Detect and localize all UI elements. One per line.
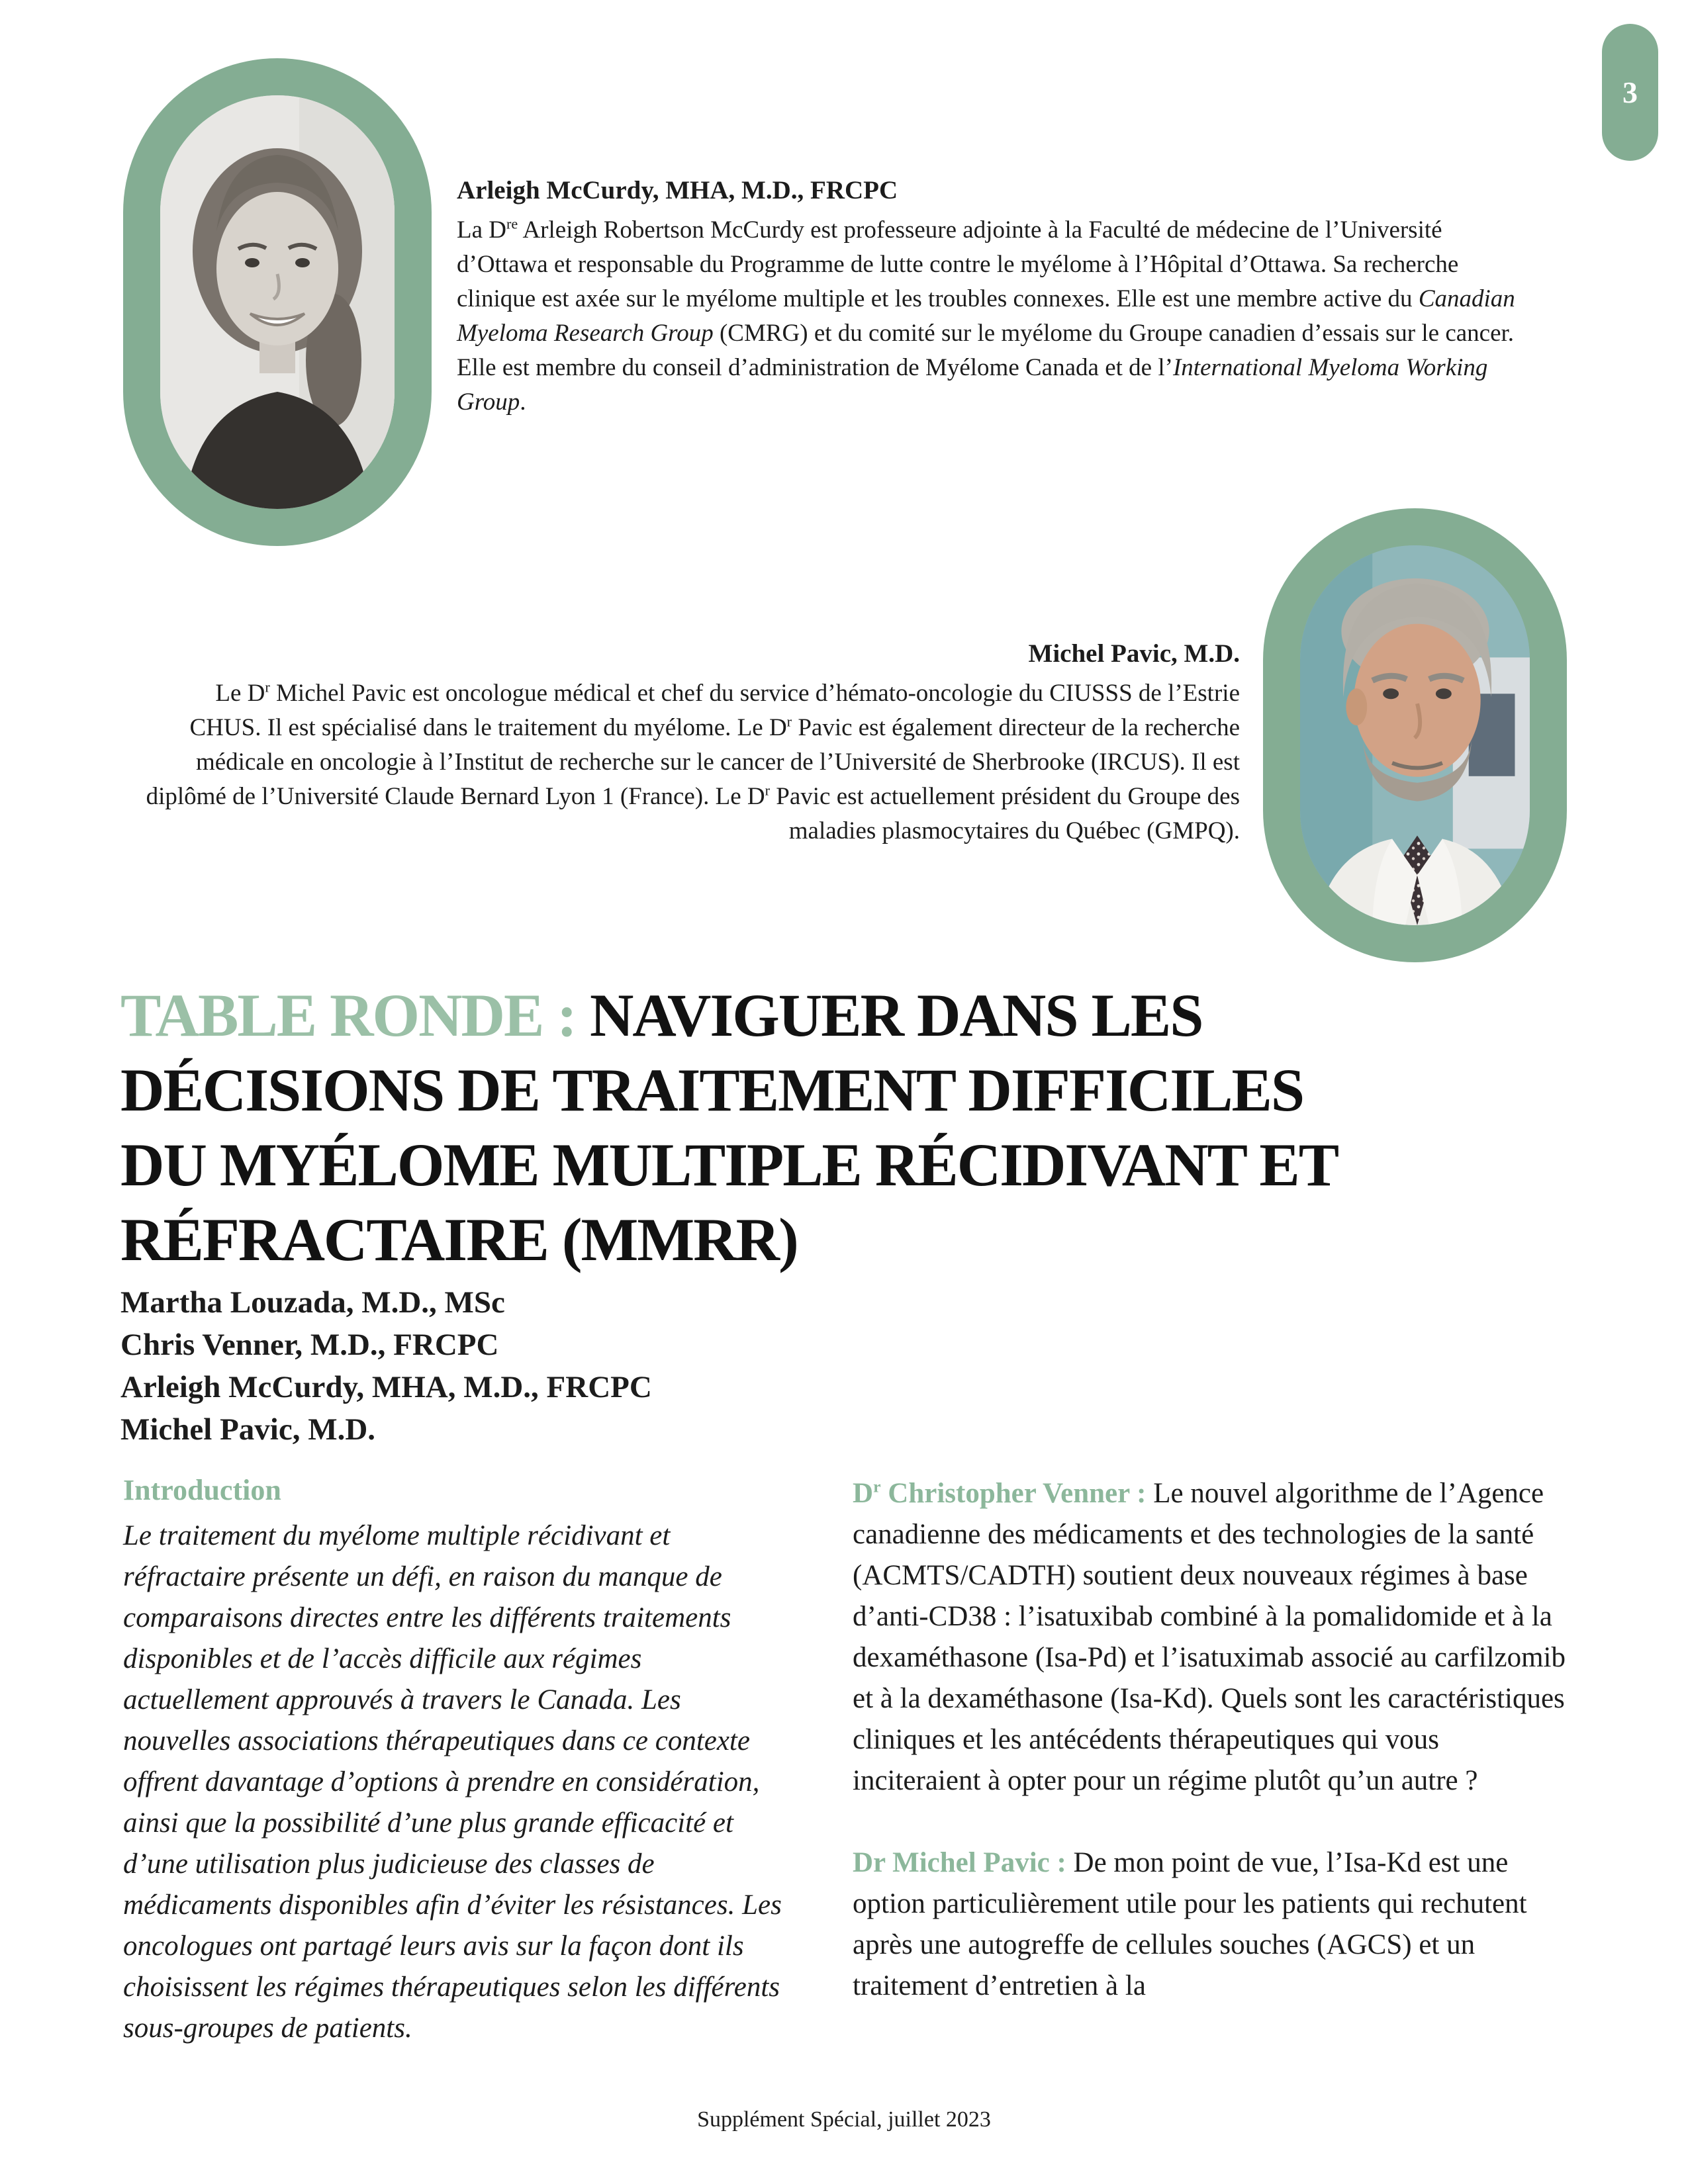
pavic-speaker-label: Dr Michel Pavic :	[853, 1847, 1074, 1878]
venner-speaker-prefix: D	[853, 1478, 874, 1509]
pavic-portrait-frame	[1263, 508, 1567, 962]
introduction-paragraph: Le traitement du myélome multiple récidivant et réfractaire présente un défi, en raison du manque de comparaisons directes entre les différents traitements disponibles et de l’accès difficile aux régimes actuellement approuvés à travers le Canada. Les nouvelles associations thérapeutiques dans ce contexte offrent davantage d’options à prendre en considération, ainsi que la possibilité d’une plus grande efficacité et d’une utilisation plus judicieuse des classes de médicaments disponibles afin d’éviter les résistances. Les oncologues ont partagé leurs avis sur la façon dont ils choisissent les régimes thérapeutiques selon les différents sous-groupes de patients.	[123, 1520, 782, 2044]
pavic-bio-superscript1: r	[265, 678, 270, 696]
article-title-line4: RÉFRACTAIRE (MMRR)	[120, 1206, 798, 1273]
arleigh-bio-part2: Arleigh Robertson McCurdy est professeure adjointe à la Faculté de médecine de l’Université d’Ottawa et responsable du Programme de lutte contre le myélome à l’Hôpital d’Ottawa. Sa recherche clinique est axée sur le myélome multiple et les troubles connexes. Elle est une membre active du	[457, 216, 1459, 312]
pavic-bio-superscript3: r	[765, 782, 771, 799]
article-title-line1	[120, 978, 1663, 1053]
author-name: Arleigh McCurdy, MHA, M.D., FRCPC	[120, 1370, 652, 1404]
article-title-line1-rest: NAVIGUER DANS LES	[589, 981, 1203, 1049]
article-title-line3: DU MYÉLOME MULTIPLE RÉCIDIVANT ET	[120, 1131, 1338, 1199]
article-title-kicker: TABLE RONDE :	[120, 981, 590, 1049]
author-list	[120, 1281, 652, 1451]
pavic-paragraph	[853, 1843, 1571, 2007]
pavic-name-heading: Michel Pavic, M.D.	[1028, 639, 1240, 668]
arleigh-bio-part3: (CMRG) et du comité sur le myélome du Groupe canadien d’essais sur le cancer. Elle est membre du conseil d’administration de Myélome Canada et de l’	[457, 320, 1515, 381]
author-name: Martha Louzada, M.D., MSc	[120, 1285, 505, 1320]
author-name: Michel Pavic, M.D.	[120, 1412, 376, 1447]
arleigh-name-heading: Arleigh McCurdy, MHA, M.D., FRCPC	[457, 176, 898, 205]
venner-speaker-name: Christopher Venner :	[880, 1478, 1154, 1509]
arleigh-bio-part4: .	[520, 388, 526, 416]
venner-speaker-superscript: r	[873, 1477, 881, 1496]
column-left	[123, 1473, 792, 2049]
pavic-bio-superscript2: r	[786, 713, 792, 730]
venner-speaker-label	[853, 1478, 1153, 1509]
arleigh-bio-part1: La D	[457, 216, 506, 244]
author-name: Chris Venner, M.D., FRCPC	[120, 1328, 499, 1362]
introduction-heading: Introduction	[123, 1474, 281, 1506]
article-title	[120, 978, 1663, 1277]
pavic-bio-part4: Pavic est actuellement président du Groupe des maladies plasmocytaires du Québec (GMPQ).	[770, 783, 1240, 844]
pavic-bio-text	[142, 676, 1240, 848]
pavic-photo-illustration	[1300, 545, 1530, 925]
arleigh-portrait-frame	[123, 58, 432, 546]
pavic-photo	[1300, 545, 1530, 925]
arleigh-photo	[160, 95, 395, 509]
pavic-answer-text: De mon point de vue, l’Isa-Kd est une option particulièrement utile pour les patients qui rechutent après une autogreffe de cellules souches (AGCS) et un traitement d’entretien à la	[853, 1847, 1527, 2001]
page-number: 3	[1622, 75, 1638, 109]
page-footer: Supplément Spécial, juillet 2023	[697, 2107, 991, 2132]
pavic-bio-part2: Michel Pavic est oncologue médical et chef du service d’hémato-oncologie du CIUSSS de l’Estrie CHUS. Il est spécialisé dans le traitement du myélome. Le D	[189, 680, 1240, 741]
column-right	[853, 1473, 1571, 2007]
arleigh-bio	[457, 175, 1537, 420]
arleigh-bio-text	[457, 213, 1537, 420]
arleigh-photo-illustration	[160, 95, 395, 509]
article-title-line2: DÉCISIONS DE TRAITEMENT DIFFICILES	[120, 1056, 1304, 1124]
pavic-bio-part1: Le D	[215, 680, 265, 707]
venner-answer-text: Le nouvel algorithme de l’Agence canadienne des médicaments et des technologies de la santé (ACMTS/CADTH) soutient deux nouveaux régimes à base d’anti-CD38 : l’isatuxibab combiné à la pomalidomide et à la dexaméthasone (Isa-Pd) et l’isatuximab associé au carfilzomib et à la dexaméthasone (Isa-Kd). Quels sont les caractéristiques cliniques et les antécédents thérapeutiques qui vous inciteraient à opter pour un régime plutôt qu’un autre ?	[853, 1478, 1566, 1796]
arleigh-bio-italic1: Canadian Myeloma Research Group	[457, 285, 1515, 347]
venner-paragraph	[853, 1473, 1571, 1801]
page-number-badge	[1602, 24, 1658, 161]
arleigh-bio-italic2: International Myeloma Working Group	[457, 354, 1488, 416]
arleigh-bio-superscript: re	[506, 215, 518, 232]
pavic-bio-part3: Pavic est également directeur de la recherche médicale en oncologie à l’Institut de recherche sur le cancer de l’Université de Sherbrooke (IRCUS). Il est diplômé de l’Université Claude Bernard Lyon 1 (France). Le D	[146, 714, 1240, 810]
pavic-bio	[142, 638, 1240, 848]
